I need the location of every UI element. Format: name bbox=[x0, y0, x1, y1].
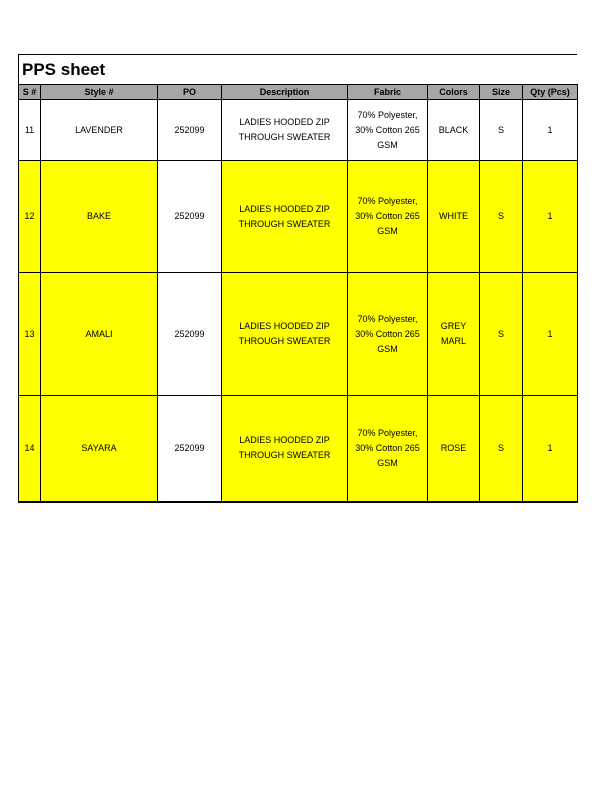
cell-color: GREY MARL bbox=[428, 273, 480, 396]
col-header-sno: S # bbox=[19, 85, 41, 100]
cell-style: AMALI bbox=[41, 273, 158, 396]
col-header-qty: Qty (Pcs) bbox=[523, 85, 578, 100]
cell-fabric: 70% Polyester, 30% Cotton 265 GSM bbox=[348, 396, 428, 502]
cell-po: 252099 bbox=[158, 396, 222, 502]
cell-size: S bbox=[480, 396, 523, 502]
cell-po: 252099 bbox=[158, 273, 222, 396]
cell-sno: 11 bbox=[19, 100, 41, 161]
cell-qty: 1 bbox=[523, 100, 578, 161]
cell-fabric: 70% Polyester, 30% Cotton 265 GSM bbox=[348, 273, 428, 396]
cell-description: LADIES HOODED ZIP THROUGH SWEATER bbox=[222, 161, 348, 273]
sheet-title: PPS sheet bbox=[18, 54, 577, 84]
cell-size: S bbox=[480, 161, 523, 273]
col-header-description: Description bbox=[222, 85, 348, 100]
header-row bbox=[19, 85, 578, 100]
table-row bbox=[19, 396, 578, 502]
cell-sno: 13 bbox=[19, 273, 41, 396]
pps-sheet bbox=[18, 54, 577, 503]
cell-fabric: 70% Polyester, 30% Cotton 265 GSM bbox=[348, 100, 428, 161]
cell-color: BLACK bbox=[428, 100, 480, 161]
cell-style: LAVENDER bbox=[41, 100, 158, 161]
cell-style: SAYARA bbox=[41, 396, 158, 502]
cell-description: LADIES HOODED ZIP THROUGH SWEATER bbox=[222, 273, 348, 396]
col-header-fabric: Fabric bbox=[348, 85, 428, 100]
cell-size: S bbox=[480, 100, 523, 161]
cell-sno: 12 bbox=[19, 161, 41, 273]
cell-color: WHITE bbox=[428, 161, 480, 273]
table-row bbox=[19, 161, 578, 273]
cell-style: BAKE bbox=[41, 161, 158, 273]
cell-sno: 14 bbox=[19, 396, 41, 502]
cell-po: 252099 bbox=[158, 161, 222, 273]
cell-description: LADIES HOODED ZIP THROUGH SWEATER bbox=[222, 396, 348, 502]
cell-size: S bbox=[480, 273, 523, 396]
col-header-size: Size bbox=[480, 85, 523, 100]
pps-table bbox=[18, 84, 578, 503]
col-header-po: PO bbox=[158, 85, 222, 100]
table-row bbox=[19, 100, 578, 161]
cell-po: 252099 bbox=[158, 100, 222, 161]
cell-qty: 1 bbox=[523, 161, 578, 273]
col-header-style: Style # bbox=[41, 85, 158, 100]
cell-color: ROSE bbox=[428, 396, 480, 502]
cell-fabric: 70% Polyester, 30% Cotton 265 GSM bbox=[348, 161, 428, 273]
col-header-colors: Colors bbox=[428, 85, 480, 100]
table-row bbox=[19, 273, 578, 396]
cell-qty: 1 bbox=[523, 273, 578, 396]
cell-description: LADIES HOODED ZIP THROUGH SWEATER bbox=[222, 100, 348, 161]
cell-qty: 1 bbox=[523, 396, 578, 502]
